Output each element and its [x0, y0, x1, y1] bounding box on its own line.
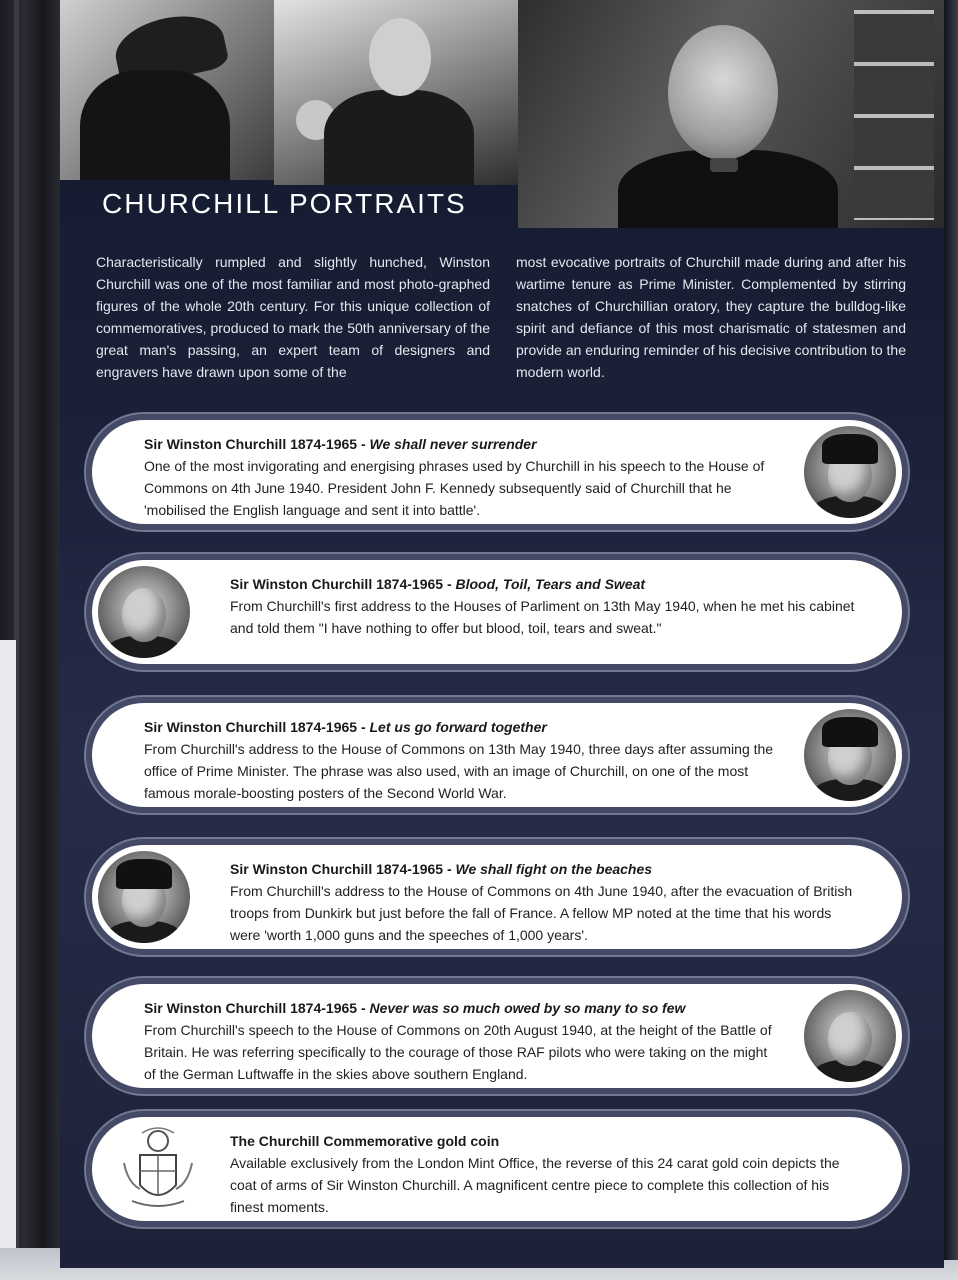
entry-body: From Churchill's address to the House of Commons on 13th May 1940, three days after assuming the office of Prime Minister. The phrase was also used, with an image of Churchill, on one of the most famous morale-boosting posters of the Second World War.	[144, 741, 774, 801]
brochure-panel	[60, 0, 944, 1268]
entry-never-surrender	[92, 420, 902, 524]
entry-body: From Churchill's first address to the Houses of Parliment on 13th May 1940, when he met his cabinet and told them "I have nothing to offer but blood, toil, tears and sweat."	[230, 598, 855, 636]
entry-quote: Never was so much owed by so many to so few	[369, 1000, 686, 1016]
entry-forward-together	[92, 703, 902, 807]
photo-churchill-hat	[60, 0, 278, 180]
portrait-thumbnail	[804, 426, 896, 518]
entry-heading: Sir Winston Churchill 1874-1965 - Never was so much owed by so many to so few	[144, 1000, 686, 1016]
entry-heading: Sir Winston Churchill 1874-1965 - We shall never surrender	[144, 436, 537, 452]
entry-blood-toil	[92, 560, 902, 664]
coat-of-arms-icon	[112, 1123, 204, 1215]
intro-left-column: Characteristically rumpled and slightly hunched, Winston Churchill was one of the most familiar and most photo-graphed figures of the whole 20th century. For this unique collection of commemoratives, produced to mark the 50th anniversary of the great man's passing, an expert team of designers and engravers have drawn upon some of the	[96, 254, 490, 380]
portrait-thumbnail	[98, 851, 190, 943]
entry-quote: Blood, Toil, Tears and Sweat	[455, 576, 646, 592]
entry-fight-beaches	[92, 845, 902, 949]
portrait-thumbnail	[804, 990, 896, 1082]
entry-quote: We shall never surrender	[369, 436, 537, 452]
entry-heading: Sir Winston Churchill 1874-1965 - Let us go forward together	[144, 719, 547, 735]
entry-gold-coin	[92, 1117, 902, 1221]
photo-churchill-portrait	[518, 0, 944, 228]
entry-body: From Churchill's address to the House of Commons on 4th June 1940, after the evacuation of British troops from Dunkirk but just before the fall of France. A fellow MP noted at the time that his words were 'worth 1,000 guns and the speeches of 1,000 years'.	[230, 883, 853, 943]
entry-heading: Sir Winston Churchill 1874-1965 - Blood, Toil, Tears and Sweat	[230, 576, 646, 592]
entry-quote: Let us go forward together	[369, 719, 547, 735]
page-title: CHURCHILL PORTRAITS	[102, 188, 467, 219]
panel-shadow	[944, 0, 958, 1260]
portrait-thumbnail	[804, 709, 896, 801]
entry-heading: Sir Winston Churchill 1874-1965 - We shall fight on the beaches	[230, 861, 653, 877]
entry-quote: We shall fight on the beaches	[455, 861, 653, 877]
portrait-thumbnail	[98, 566, 190, 658]
entry-body: One of the most invigorating and energising phrases used by Churchill in his speech to the House of Commons on 4th June 1940. President John F. Kennedy subsequently said of Churchill that he 'mobilised the English language and sent it into battle'.	[144, 458, 765, 518]
photo-churchill-speech	[274, 0, 520, 185]
entry-heading: The Churchill Commemorative gold coin	[230, 1133, 500, 1149]
intro-right-column: most evocative portraits of Churchill made during and after his wartime tenure as Prime Minister. Complemented by stirring snatches of Churchillian oratory, they capture the bulldog-like spirit and defiance of this most charismatic of statesmen and provide an enduring reminder of his decisive contribution to the modern world.	[516, 254, 906, 380]
entry-so-much-owed	[92, 984, 902, 1088]
entry-body: From Churchill's speech to the House of Commons on 20th August 1940, at the height of the Battle of Britain. He was referring specifically to the courage of those RAF pilots who were taking on the might of the German Luftwaffe in the skies above southern England.	[144, 1022, 772, 1082]
entry-body: Available exclusively from the London Mint Office, the reverse of this 24 carat gold coin depicts the coat of arms of Sir Winston Churchill. A magnificent centre piece to complete this collection of his finest moments.	[230, 1155, 840, 1215]
binder-page-strip	[0, 640, 16, 1250]
